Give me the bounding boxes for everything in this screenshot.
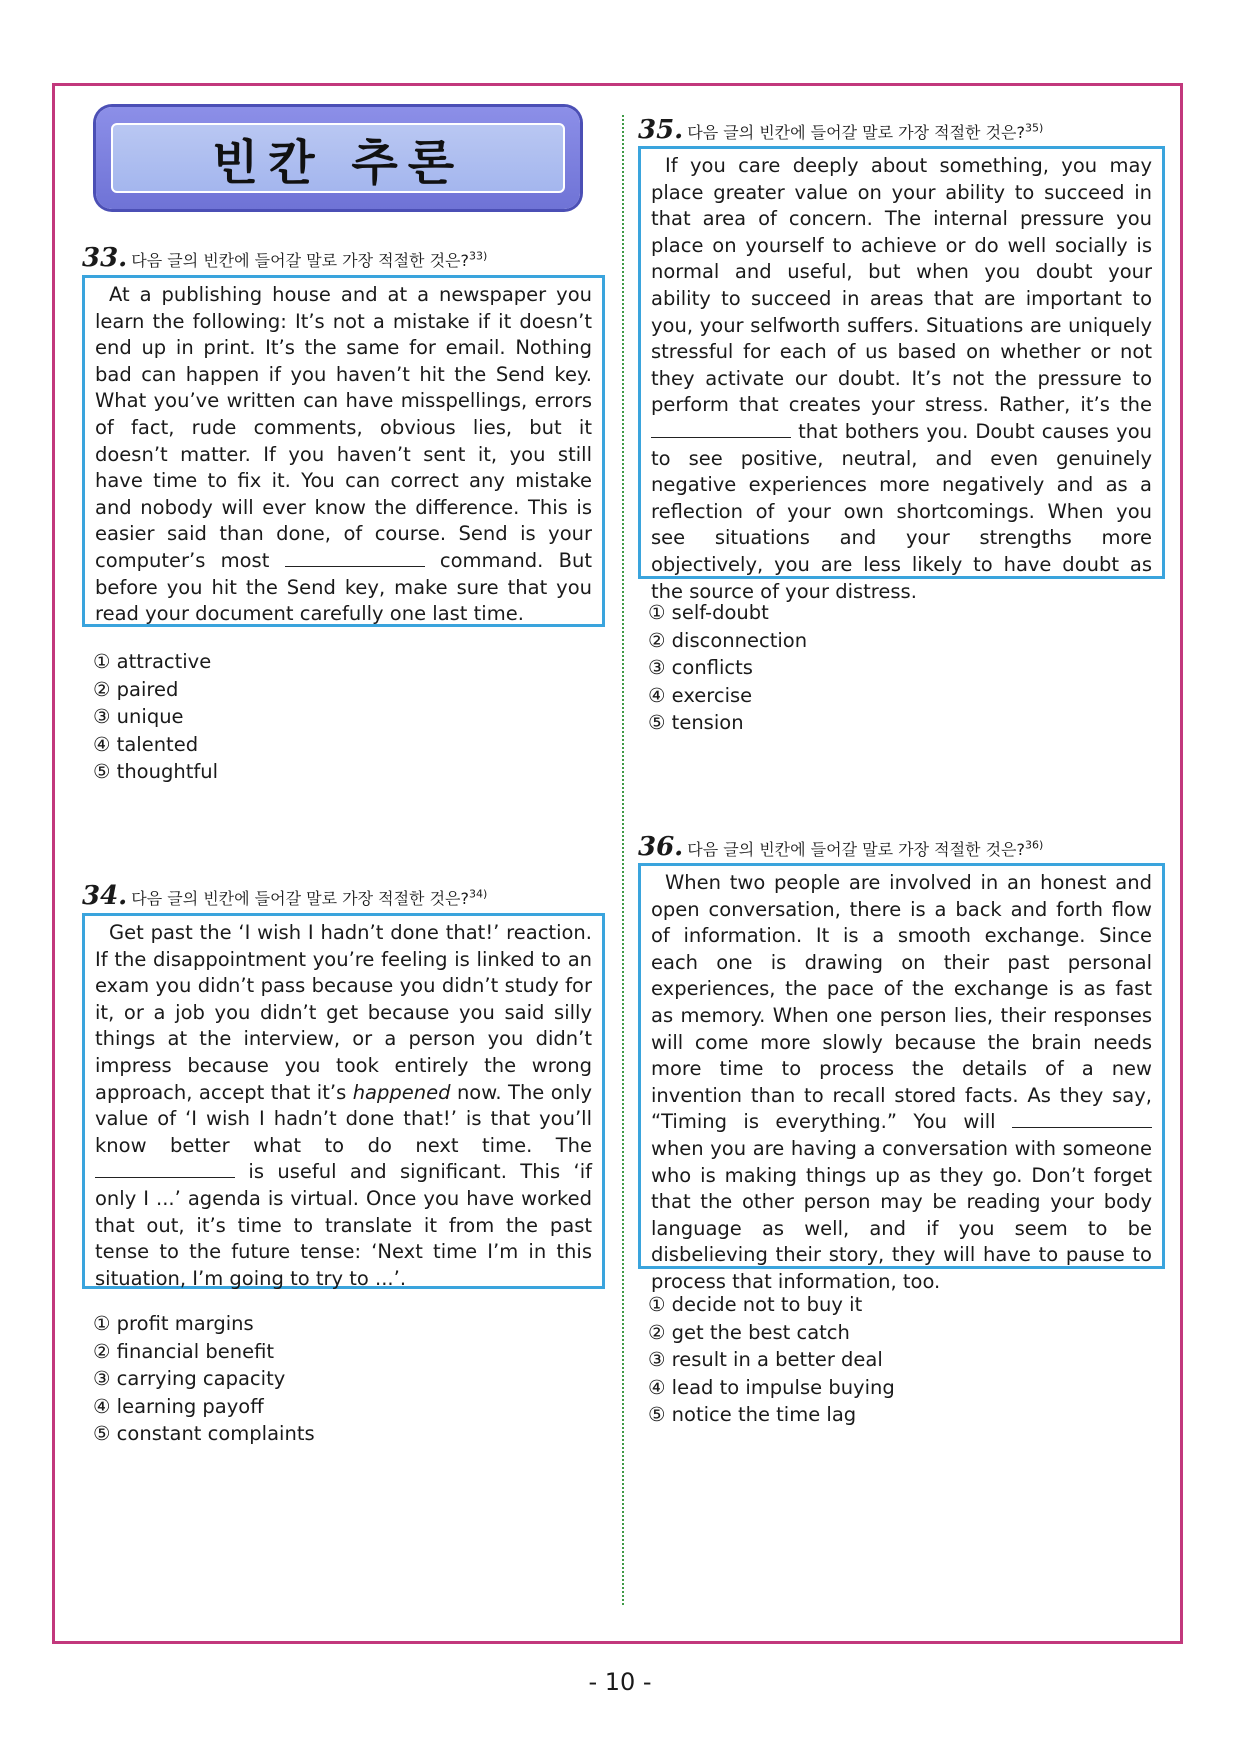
question-34-header [82,881,487,911]
question-prompt: 다음 글의 빈칸에 들어갈 말로 가장 적절한 것은? [131,251,469,270]
choice-item[interactable]: ⑤ notice the time lag [648,1403,857,1427]
choice-item[interactable]: ① self-doubt [648,601,769,624]
question-prompt: 다음 글의 빈칸에 들어갈 말로 가장 적절한 것은? [131,889,469,908]
choice-item[interactable]: ④ lead to impulse buying [648,1375,895,1399]
question-36-choices [648,1291,895,1429]
question-34-choices [93,1310,315,1448]
answer-blank [95,1159,235,1178]
question-33-passage [82,275,605,627]
choice-item[interactable]: ④ learning payoff [93,1394,264,1418]
question-36-header [638,832,1043,862]
choice-item[interactable]: ③ carrying capacity [93,1367,286,1391]
choice-item[interactable]: ⑤ thoughtful [93,760,218,784]
choice-item[interactable]: ③ result in a better deal [648,1348,883,1372]
passage-text: command. But before you hit the Send key, make sure that you read your document carefully one last time. [95,548,592,626]
passage-text: now. The only value of ‘I wish I hadn’t done that!’ is that you’ll know better what to do next time. The [95,1080,592,1157]
question-number: 35. [638,115,684,145]
choice-item[interactable]: ① decide not to buy it [648,1293,863,1316]
section-title: 빈칸 추론 [211,134,465,191]
question-prompt: 다음 글의 빈칸에 들어갈 말로 가장 적절한 것은? [687,840,1025,859]
choice-item[interactable]: ② disconnection [648,628,808,652]
passage-text: is useful and significant. This ‘if only I ...’ agenda is virtual. Once you have worked that out, it’s time to translate it from the past tense to the future tense: ‘Next time I’m in this situation, I’m going to try to ...’. [95,1160,592,1290]
column-divider [622,115,624,1605]
choice-item[interactable]: ② paired [93,677,179,701]
answer-blank [285,548,425,567]
choice-item[interactable]: ④ exercise [648,683,753,707]
passage-text: Get past the ‘I wish I hadn’t done that!’ reaction. If the disappointment you’re feeling is linked to an exam you didn’t pass because you didn’t study for it, or a job you didn’t get because you said silly things at the interview, or a person you didn’t impress because you took entirely the wrong approach, accept that it’s [95,921,592,1104]
choice-item[interactable]: ① profit margins [93,1312,254,1335]
choice-item[interactable]: ② financial benefit [93,1339,274,1363]
question-33-header [82,243,487,273]
choice-item[interactable]: ③ unique [93,705,184,729]
passage-text: At a publishing house and at a newspaper you learn the following: It’s not a mistake if it doesn’t end up in print. It’s the same for email. Nothing bad can happen if you haven’t hit the Send key. What you’ve written can have misspellings, errors of fact, rude comments, obvious lies, but it doesn’t matter. If you haven’t sent it, you still have time to fix it. You can correct any mistake and nobody will ever know the difference. This is easier said than done, of course. Send is your computer’s most [95,283,592,572]
question-35-header [638,115,1043,145]
question-33-choices [93,648,218,786]
passage-text: When two people are involved in an honest and open conversation, there is a back and forth flow of information. It is a smooth exchange. Since each one is drawing on their past personal experiences, the pace of the exchange is as fast as memory. When one person lies, their responses will come more slowly because the brain needs more time to process the details of a new invention than to recall stored facts. As they say, “Timing is everything.” You will [651,871,1152,1134]
question-number: 33. [82,243,128,273]
question-35-passage [638,146,1165,603]
choice-item[interactable]: ① attractive [93,650,212,673]
page-number: - 10 - [588,1668,652,1696]
choice-item[interactable]: ⑤ constant complaints [93,1422,315,1446]
answer-blank [1012,1109,1152,1128]
question-reference: 33) [469,249,488,263]
question-36-passage [638,863,1165,1293]
choice-item[interactable]: ⑤ tension [648,711,744,735]
passage-text: that bothers you. Doubt causes you to see positive, neutral, and even genuinely negative experiences more negatively and as a reflection of your own shortcomings. When you see situations and your strengths more objectively, you are less likely to have doubt as the source of your distress. [651,419,1152,603]
choice-item[interactable]: ④ talented [93,732,199,756]
question-reference: 35) [1025,121,1044,135]
answer-blank [651,419,791,438]
section-title-box [111,123,565,193]
passage-text: when you are having a conversation with someone who is making things up as they go. Don’t forget that the other person may be reading your body language as well, and if you seem to be disbelieving their story, they will have to pause to process that information, too. [651,1136,1152,1293]
choice-item[interactable]: ③ conflicts [648,656,753,680]
passage-text: If you care deeply about something, you may place greater value on your ability to succeed in that area of concern. The internal pressure you place on yourself to achieve or do well socially is normal and useful, but when you doubt your ability to succeed in areas that are important to you, your selfworth suffers. Situations are uniquely stressful for each of us based on whether or not they activate our doubt. It’s not the pressure to perform that creates your stress. Rather, it’s the [651,154,1152,417]
question-number: 34. [82,881,128,911]
question-reference: 34) [469,887,488,901]
question-reference: 36) [1025,838,1044,852]
question-34-passage [82,913,605,1289]
question-prompt: 다음 글의 빈칸에 들어갈 말로 가장 적절한 것은? [687,123,1025,142]
question-35-choices [648,599,807,737]
choice-item[interactable]: ② get the best catch [648,1320,850,1344]
passage-italic-text: happened [352,1080,451,1104]
question-number: 36. [638,832,684,862]
